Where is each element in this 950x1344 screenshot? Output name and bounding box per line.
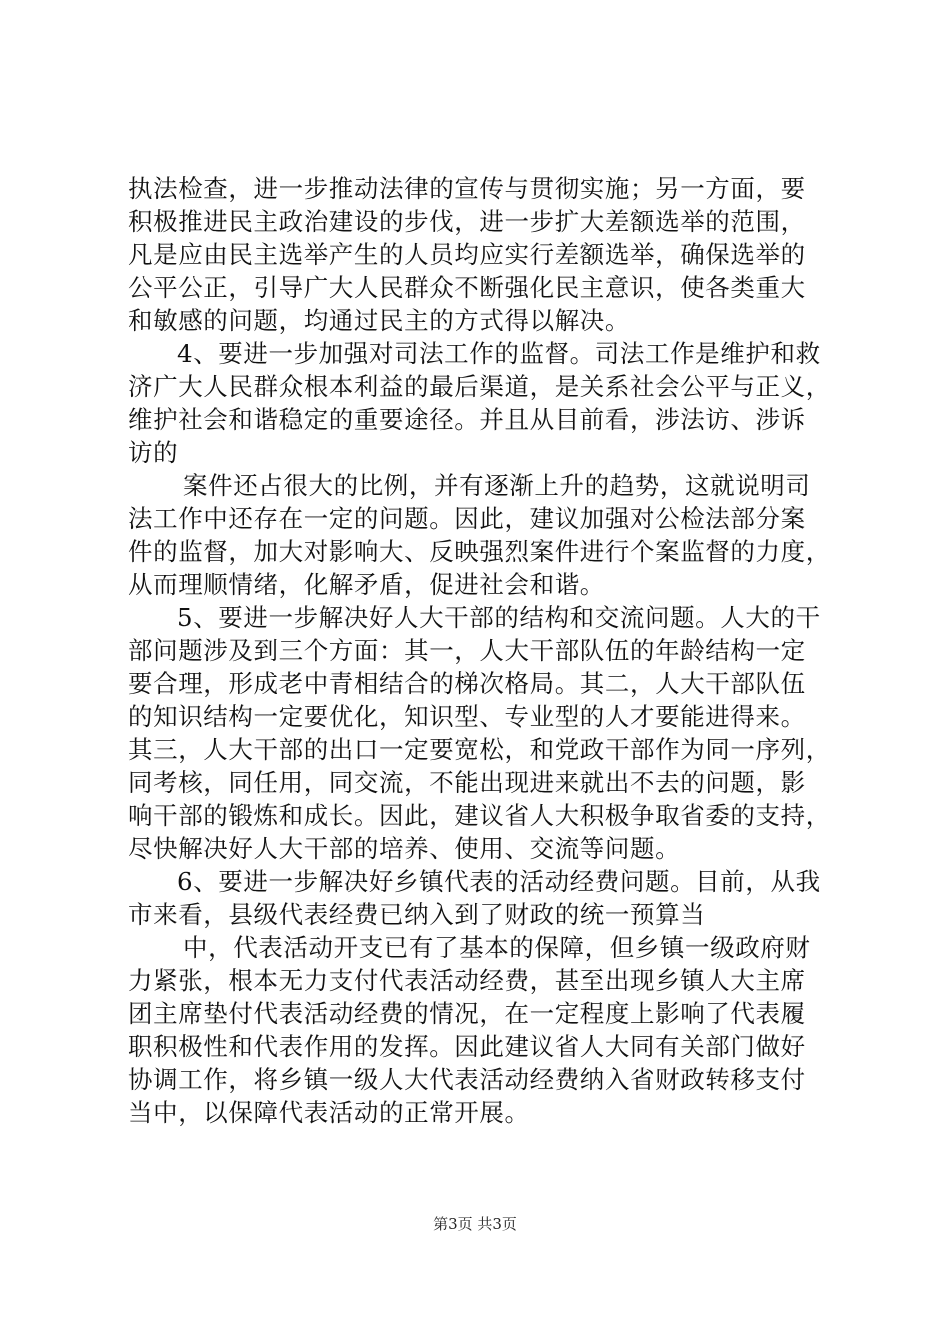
text-line: 职积极性和代表作用的发挥。因此建议省人大同有关部门做好 — [128, 1032, 806, 1061]
text-line: 件的监督，加大对影响大、反映强烈案件进行个案监督的力度， — [128, 537, 831, 566]
text-line: 其三，人大干部的出口一定要宽松，和党政干部作为同一序列， — [128, 735, 831, 764]
paragraph-6-first-line: 6、要进一步解决好乡镇代表的活动经费问题。目前，从我 — [177, 867, 821, 896]
text-line: 部问题涉及到三个方面：其一，人大干部队伍的年龄结构一定 — [128, 636, 806, 665]
continuation-line: 中，代表活动开支已有了基本的保障，但乡镇一级政府财 — [183, 933, 811, 962]
page-number-footer: 第3页 共3页 — [433, 1215, 517, 1233]
text-line: 积极推进民主政治建设的步伐，进一步扩大差额选举的范围， — [128, 207, 806, 236]
text-line: 团主席垫付代表活动经费的情况，在一定程度上影响了代表履 — [128, 999, 806, 1028]
text-line: 凡是应由民主选举产生的人员均应实行差额选举，确保选举的 — [128, 240, 806, 269]
text-line: 执法检查，进一步推动法律的宣传与贯彻实施；另一方面，要 — [128, 174, 806, 203]
paragraph-5-first-line: 5、要进一步解决好人大干部的结构和交流问题。人大的干 — [177, 603, 821, 632]
text-line: 同考核，同任用，同交流，不能出现进来就出不去的问题，影 — [128, 768, 806, 797]
text-line: 要合理，形成老中青相结合的梯次格局。其二，人大干部队伍 — [128, 669, 806, 698]
text-line: 济广大人民群众根本利益的最后渠道，是关系社会公平与正义， — [128, 372, 831, 401]
text-line: 当中，以保障代表活动的正常开展。 — [128, 1098, 530, 1127]
text-line: 协调工作，将乡镇一级人大代表活动经费纳入省财政转移支付 — [128, 1065, 806, 1094]
text-line: 响干部的锻炼和成长。因此，建议省人大积极争取省委的支持， — [128, 801, 831, 830]
text-line: 市来看，县级代表经费已纳入到了财政的统一预算当 — [128, 900, 706, 929]
text-line: 尽快解决好人大干部的培养、使用、交流等问题。 — [128, 834, 681, 863]
text-line: 公平公正，引导广大人民群众不断强化民主意识，使各类重大 — [128, 273, 806, 302]
text-line: 访的 — [128, 438, 179, 467]
text-line: 维护社会和谐稳定的重要途径。并且从目前看，涉法访、涉诉 — [128, 405, 806, 434]
text-line: 的知识结构一定要优化，知识型、专业型的人才要能进得来。 — [128, 702, 806, 731]
text-line: 和敏感的问题，均通过民主的方式得以解决。 — [128, 306, 630, 335]
continuation-line: 案件还占很大的比例，并有逐渐上升的趋势，这就说明司 — [183, 471, 811, 500]
paragraph-4-first-line: 4、要进一步加强对司法工作的监督。司法工作是维护和救 — [177, 339, 821, 368]
document-body — [128, 172, 840, 1129]
text-line: 从而理顺情绪，化解矛盾，促进社会和谐。 — [128, 570, 605, 599]
text-line: 力紧张，根本无力支付代表活动经费，甚至出现乡镇人大主席 — [128, 966, 806, 995]
text-line: 法工作中还存在一定的问题。因此，建议加强对公检法部分案 — [128, 504, 806, 533]
